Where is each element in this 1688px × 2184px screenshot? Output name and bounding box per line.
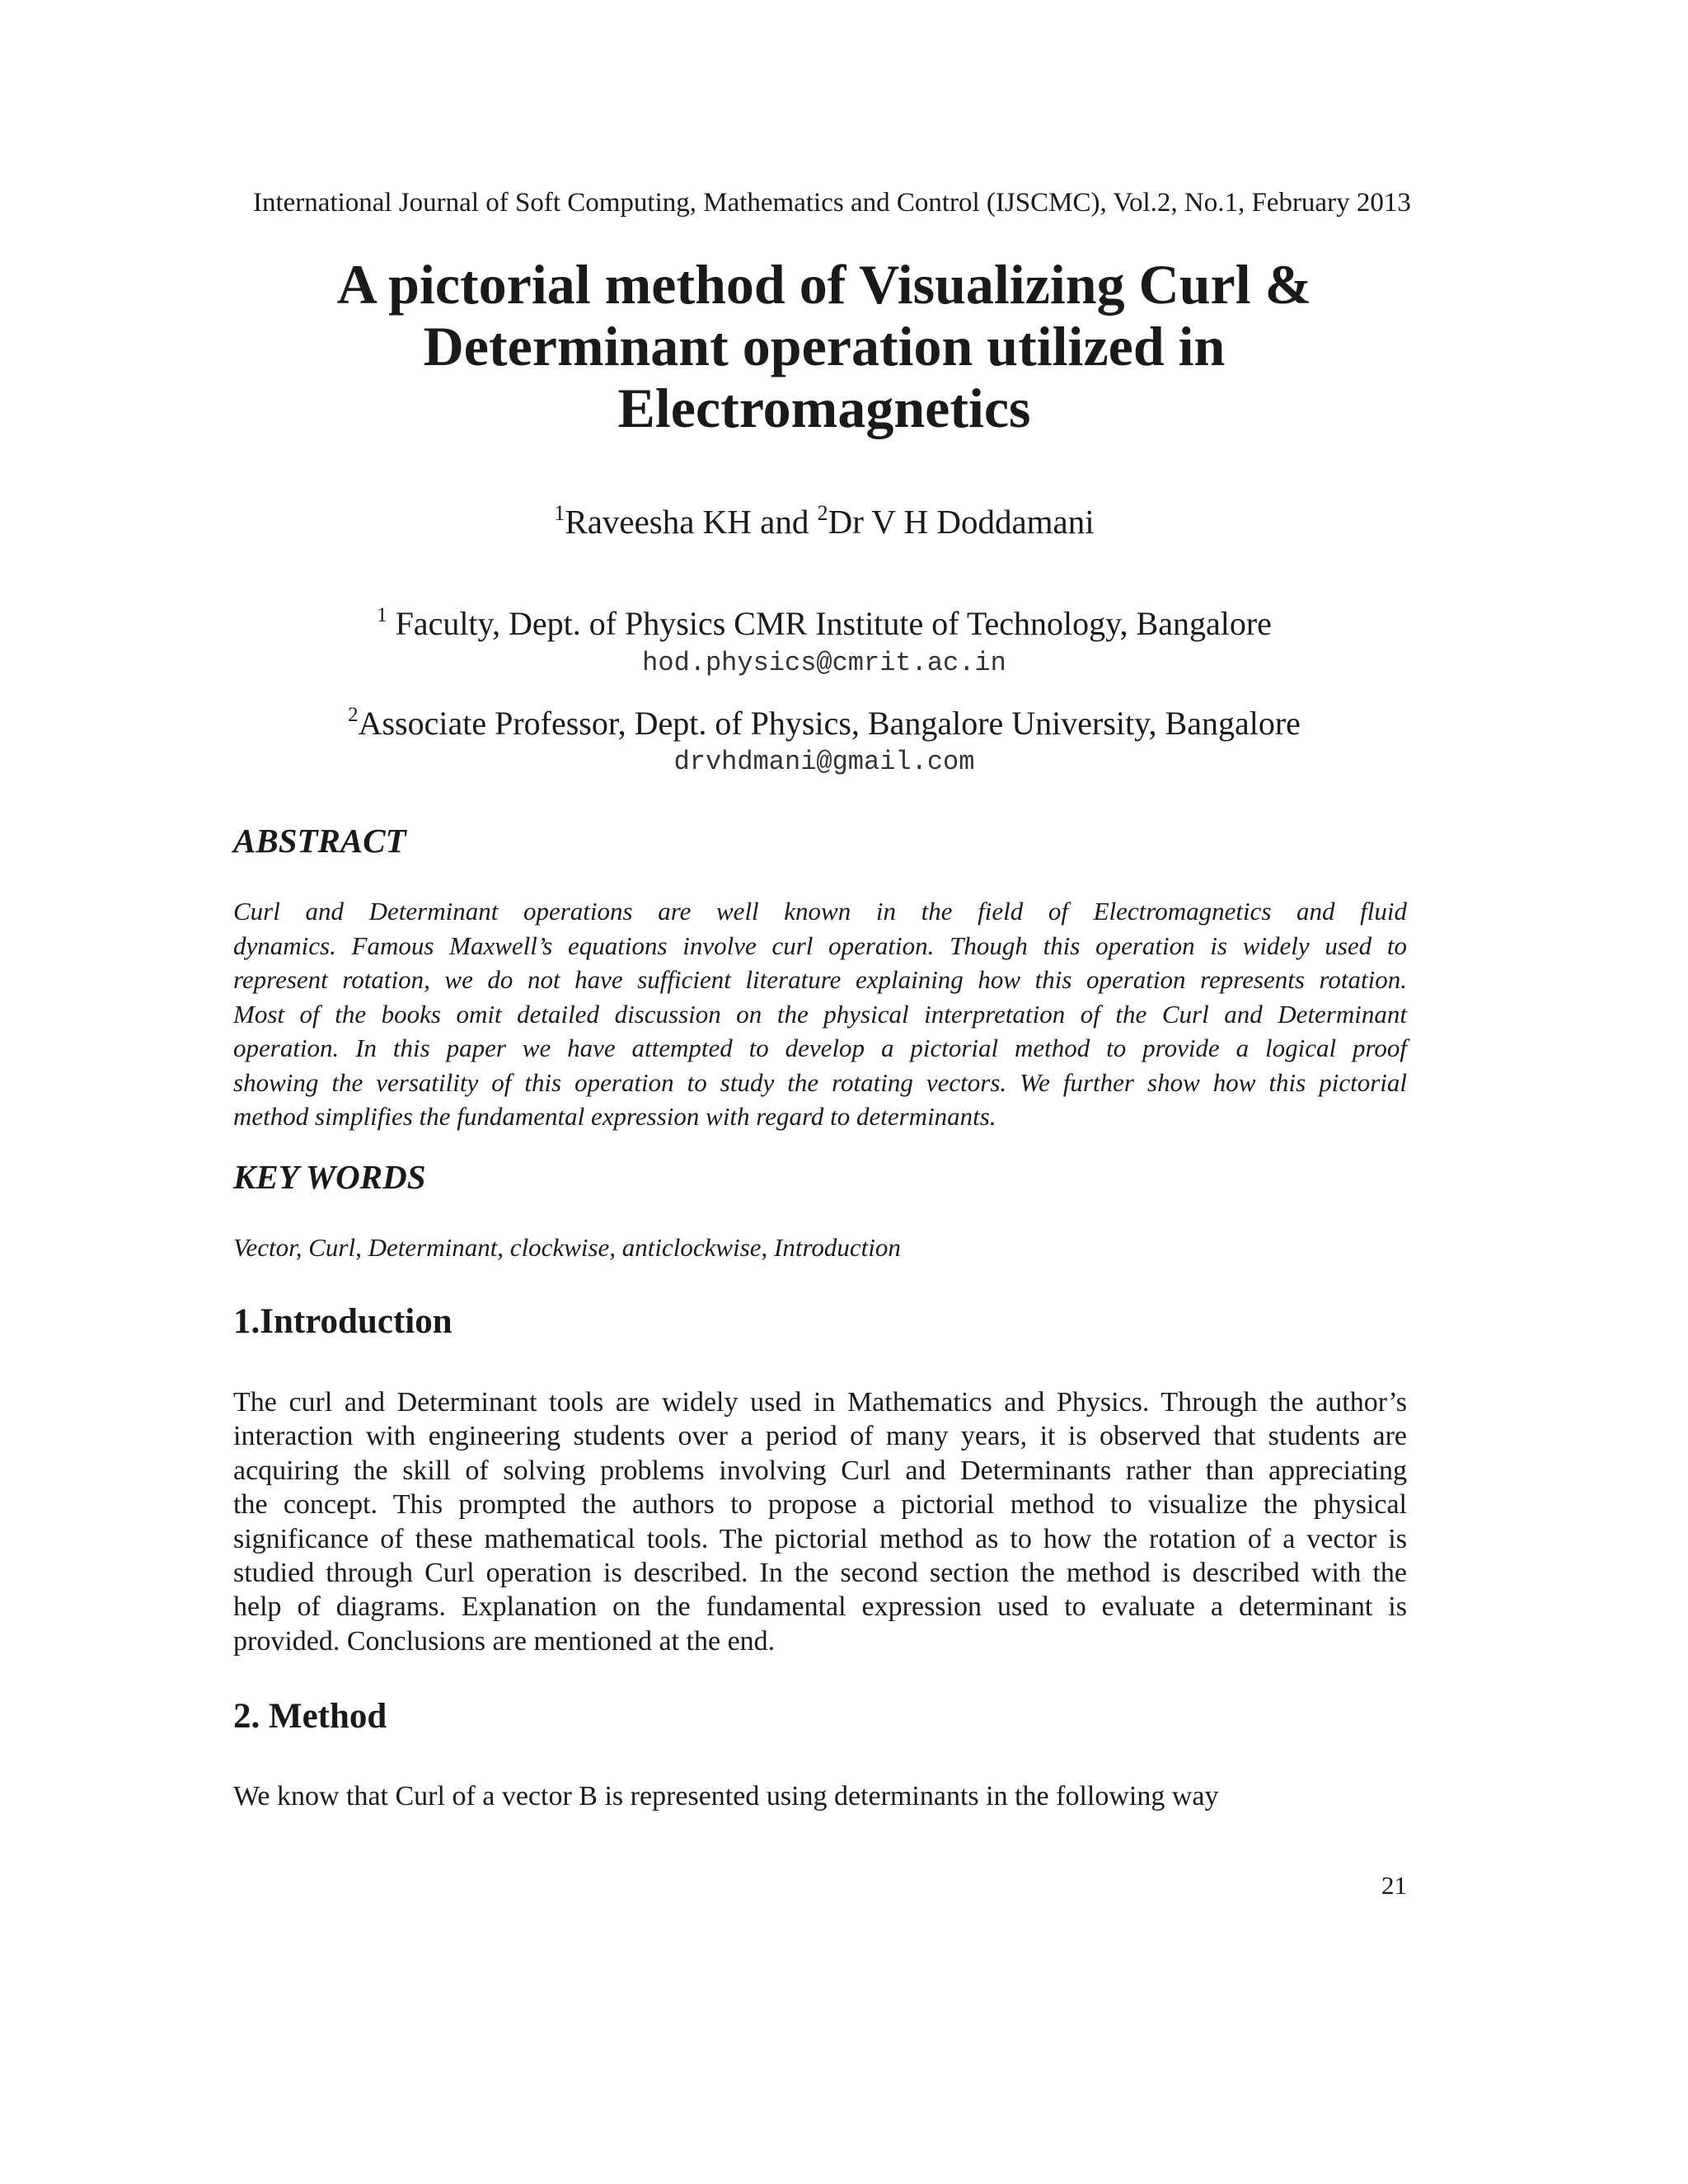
- introduction-line: The curl and Determinant tools are widely used in Mathematics and Physics. Through the author’s: [233, 1387, 1407, 1418]
- introduction-body: [233, 1385, 1407, 1658]
- author2-name: Dr V H Doddamani: [828, 503, 1095, 541]
- abstract-line: operation. In this paper we have attempted to develop a pictorial method to provide a logical proof: [233, 1033, 1407, 1062]
- introduction-line: acquiring the skill of solving problems involving Curl and Determinants rather than appreciating: [233, 1455, 1407, 1486]
- author-line: [206, 501, 1442, 542]
- title-line: Determinant operation utilized in: [423, 315, 1226, 377]
- journal-running-header: International Journal of Soft Computing, Mathematics and Control (IJSCMC), Vol.2, No.1, February 2013: [253, 188, 1411, 218]
- introduction-line: the concept. This prompted the authors to propose a pictorial method to visualize the physical: [233, 1489, 1407, 1521]
- abstract-line: Most of the books omit detailed discussion on the physical interpretation of the Curl and Determinant: [233, 999, 1407, 1029]
- introduction-line: provided. Conclusions are mentioned at the end.: [233, 1625, 776, 1657]
- abstract-line: dynamics. Famous Maxwell’s equations involve curl operation. Though this operation is widely used to: [233, 930, 1407, 960]
- introduction-line: interaction with engineering students over a period of many years, it is observed that students are: [233, 1421, 1407, 1452]
- introduction-heading: 1.Introduction: [233, 1302, 452, 1341]
- abstract-line: method simplifies the fundamental expression with regard to determinants.: [233, 1102, 996, 1131]
- affiliation-2: [206, 704, 1442, 743]
- title-line: A pictorial method of Visualizing Curl &: [336, 253, 1312, 316]
- affiliation-1-mark: 1: [377, 604, 387, 626]
- introduction-line: significance of these mathematical tools. The pictorial method as to how the rotation of a vector is: [233, 1523, 1407, 1554]
- abstract-line: showing the versatility of this operation to study the rotating vectors. We further show how this pictorial: [233, 1067, 1407, 1097]
- author2-affiliation-mark: 2: [817, 501, 828, 525]
- abstract-line: Curl and Determinant operations are well known in the field of Electromagnetics and fluid: [233, 897, 1407, 926]
- affiliation-2-mark: 2: [348, 704, 359, 726]
- method-heading: 2. Method: [233, 1697, 387, 1736]
- introduction-line: help of diagrams. Explanation on the fundamental expression used to evaluate a determinant is: [233, 1591, 1407, 1623]
- abstract-body: [233, 894, 1407, 1134]
- keywords-list: Vector, Curl, Determinant, clockwise, anticlockwise, Introduction: [233, 1233, 901, 1262]
- abstract-line: represent rotation, we do not have sufficient literature explaining how this operation represents rotation.: [233, 965, 1407, 994]
- author1-name: Raveesha KH and: [565, 503, 818, 541]
- title-line: Electromagnetics: [617, 377, 1031, 439]
- affiliation-2-email: drvhdmani@gmail.com: [673, 747, 975, 777]
- introduction-line: studied through Curl operation is described. In the second section the method is described with the: [233, 1558, 1407, 1589]
- affiliation-1-text: Faculty, Dept. of Physics CMR Institute of Technology, Bangalore: [387, 605, 1272, 642]
- abstract-heading: ABSTRACT: [233, 822, 406, 860]
- affiliation-2-text: Associate Professor, Dept. of Physics, Bangalore University, Bangalore: [358, 705, 1301, 742]
- affiliation-1-email: hod.physics@cmrit.ac.in: [642, 648, 1006, 678]
- method-body: We know that Curl of a vector B is represented using determinants in the following way: [233, 1781, 1219, 1811]
- author1-affiliation-mark: 1: [554, 501, 565, 525]
- keywords-heading: KEY WORDS: [233, 1158, 426, 1196]
- affiliation-1: [206, 604, 1442, 644]
- paper-title: [206, 254, 1442, 439]
- page-number: 21: [1381, 1871, 1407, 1900]
